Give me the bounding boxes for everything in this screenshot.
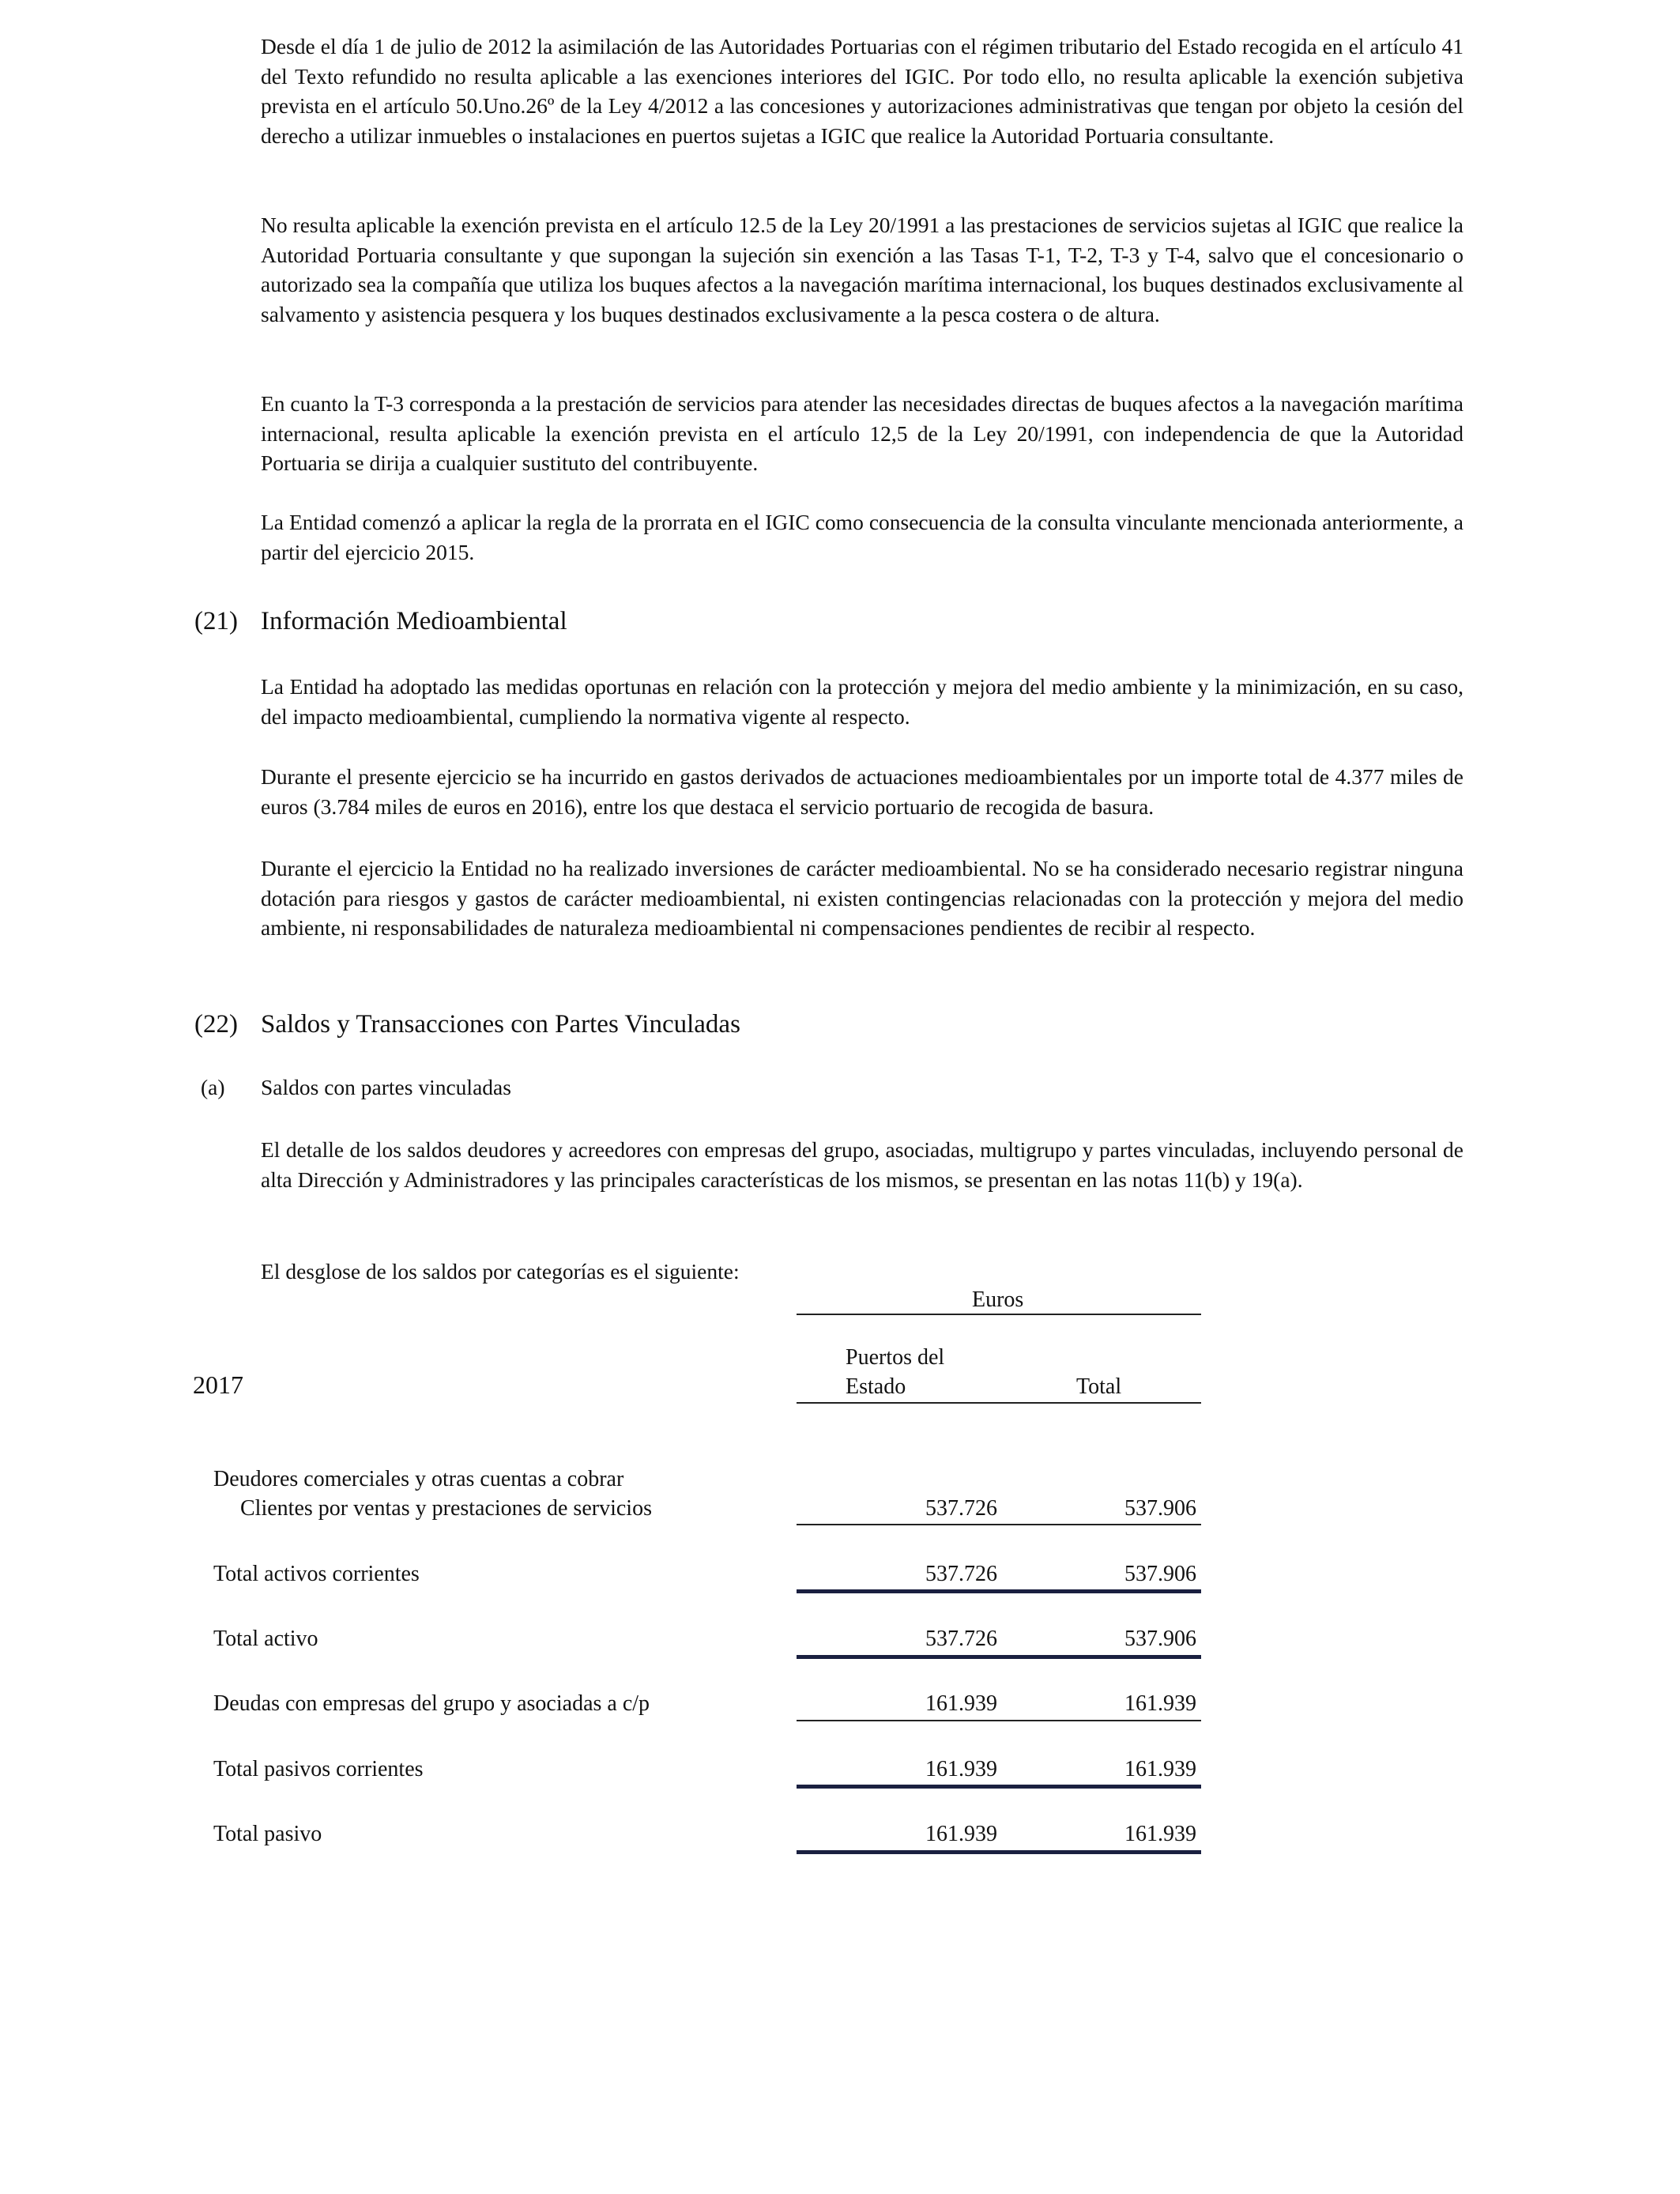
row-total-activo-puertos: 537.726 — [925, 1627, 997, 1651]
row-deudas-grupo-total: 161.939 — [1124, 1691, 1196, 1716]
row-label-total-activos-corrientes: Total activos corrientes — [213, 1562, 420, 1586]
total-double-rule — [797, 1850, 1201, 1854]
row-total-activos-corrientes-puertos: 537.726 — [925, 1562, 997, 1586]
table-currency-header: Euros — [972, 1287, 1024, 1312]
row-total-activo-total: 537.906 — [1124, 1627, 1196, 1651]
column-header-rule — [797, 1402, 1201, 1404]
column-header-puertos-line1: Puertos del — [846, 1345, 945, 1370]
row-total-pasivos-corrientes-puertos: 161.939 — [925, 1757, 997, 1781]
paragraph-prorrata: La Entidad comenzó a aplicar la regla de la prorrata en el IGIC como consecuencia de la consulta vinculante mencionada anteriormente, a partir del ejercicio 2015. — [261, 510, 1463, 564]
row-label-total-pasivos-corrientes: Total pasivos corrientes — [213, 1757, 424, 1781]
row-deudas-grupo-puertos: 161.939 — [925, 1691, 997, 1716]
group-label-deudores: Deudores comerciales y otras cuentas a cobrar — [213, 1467, 624, 1491]
row-total-pasivos-corrientes-total: 161.939 — [1124, 1757, 1196, 1781]
currency-header-rule — [797, 1314, 1201, 1315]
row-label-total-activo: Total activo — [213, 1627, 318, 1651]
column-header-total: Total — [1076, 1374, 1122, 1399]
paragraph-environment-measures: La Entidad ha adoptado las medidas oportunas en relación con la protección y mejora del medio ambiente y la minimización, en su caso, del impacto medioambiental, cumpliendo la normativa vigente al respecto. — [261, 674, 1463, 729]
section-22-number: (22) — [194, 1010, 238, 1039]
column-header-puertos-line2: Estado — [846, 1374, 906, 1399]
paragraph-t3-exemption: En cuanto la T-3 corresponda a la prestación de servicios para atender las necesidades directas de buques afectos a la navegación marítima internacional, resulta aplicable la exención prevista en el artículo 12,5 de la Ley 20/1991, con independencia de que la Autoridad Portuaria se dirija a cualquier sustituto del contribuyente. — [261, 391, 1463, 475]
row-label-deudas-grupo: Deudas con empresas del grupo y asociadas a c/p — [213, 1691, 650, 1716]
row-total-pasivo-puertos: 161.939 — [925, 1822, 997, 1846]
row-label-total-pasivo: Total pasivo — [213, 1822, 322, 1846]
row-rule — [797, 1720, 1201, 1721]
row-clientes-total: 537.906 — [1124, 1496, 1196, 1521]
section-21-number: (21) — [194, 607, 238, 635]
subsection-a-title: Saldos con partes vinculadas — [261, 1075, 511, 1099]
paragraph-balances-breakdown: El desglose de los saldos por categorías es el siguiente: — [261, 1259, 740, 1284]
total-double-rule — [797, 1589, 1201, 1593]
paragraph-igic-exemptions: Desde el día 1 de julio de 2012 la asimilación de las Autoridades Portuarias con el régimen tributario del Estado recogida en el artículo 41 del Texto refundido no resulta aplicable a las exenciones interiores del IGIC. Por todo ello, no resulta aplicable la exención subjetiva prevista en el artículo 50.Uno.26º de la Ley 4/2012 a las concesiones y autorizaciones administrativas que tengan por objeto la cesión del derecho a utilizar inmuebles o instalaciones en puertos sujetas a IGIC que realice la Autoridad Portuaria consultante. — [261, 34, 1463, 148]
section-21-title: Información Medioambiental — [261, 607, 567, 635]
row-label-clientes: Clientes por ventas y prestaciones de servicios — [240, 1496, 652, 1521]
subsection-a-label: (a) — [201, 1075, 225, 1099]
total-double-rule — [797, 1655, 1201, 1659]
total-double-rule — [797, 1785, 1201, 1789]
paragraph-environment-investments: Durante el ejercicio la Entidad no ha realizado inversiones de carácter medioambiental. No se ha considerado necesario registrar ninguna dotación para riesgos y gastos de carácter medioambiental, ni existen contingencias relacionadas con la protección y mejora del medio ambiente, ni responsabilidades de naturaleza medioambiental ni compensaciones pendientes de recibir al respecto. — [261, 856, 1463, 940]
section-22-title: Saldos y Transacciones con Partes Vinculadas — [261, 1010, 740, 1039]
paragraph-environment-expenses: Durante el presente ejercicio se ha incurrido en gastos derivados de actuaciones medioambientales por un importe total de 4.377 miles de euros (3.784 miles de euros en 2016), entre los que destaca el servicio portuario de recogida de basura. — [261, 764, 1463, 819]
paragraph-balances-detail: El detalle de los saldos deudores y acreedores con empresas del grupo, asociadas, multigrupo y partes vinculadas, incluyendo personal de alta Dirección y Administradores y las principales características de los mismos, se presentan en las notas 11(b) y 19(a). — [261, 1137, 1463, 1192]
row-total-pasivo-total: 161.939 — [1124, 1822, 1196, 1846]
table-year: 2017 — [193, 1370, 243, 1399]
paragraph-tasas-exemption: No resulta aplicable la exención prevista en el artículo 12.5 de la Ley 20/1991 a las prestaciones de servicios sujetas al IGIC que realice la Autoridad Portuaria consultante y que supongan la sujeción sin exención a las Tasas T-1, T-2, T-3 y T-4, salvo que el concesionario o autorizado sea la compañía que utiliza los buques afectos a la navegación marítima internacional, los buques destinados exclusivamente al salvamento y asistencia pesquera y los buques destinados exclusivamente a la pesca costera o de altura. — [261, 213, 1463, 326]
row-clientes-puertos: 537.726 — [925, 1496, 997, 1521]
row-total-activos-corrientes-total: 537.906 — [1124, 1562, 1196, 1586]
row-rule — [797, 1524, 1201, 1525]
